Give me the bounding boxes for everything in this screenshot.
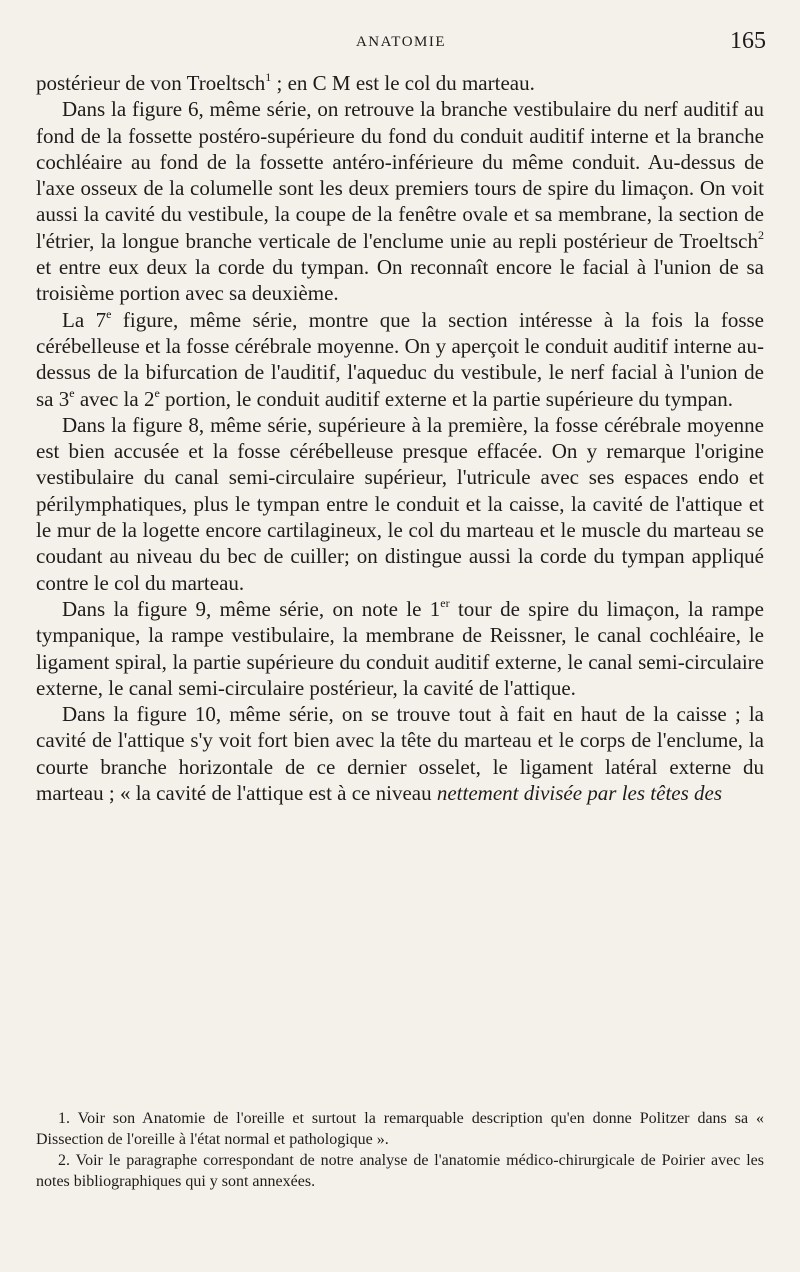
paragraph-figure-6	[36, 96, 764, 306]
footnote-2	[36, 1150, 764, 1192]
paragraph-text: Dans la figure 10, même série, on se trouve tout à fait en haut de la caisse ; la cavité de l'attique s'y voit fort bien avec la tête du marteau et le corps de l'enclume, la courte branche horizontale de ce dernier osselet, le ligament latéral externe du marteau ; « la cavité de l'attique est à ce niveau	[36, 702, 764, 806]
paragraph-text: figure, même série, montre que la section intéresse à la fois la fosse cérébelleuse et la fosse cérébrale moyenne. On y aperçoit le conduit auditif interne au-dessus de la bifurcation de l'auditif, l'aqueduc du vestibule, le nerf facial à l'union de sa 3	[36, 307, 764, 411]
paragraph-figure-10	[36, 701, 764, 806]
paragraph-text: postérieur de von Troeltsch	[36, 71, 266, 95]
ordinal-suffix: e	[106, 306, 112, 321]
footnotes	[36, 1108, 764, 1192]
footnote-ref-2: 2	[758, 227, 764, 242]
footnote-number: 1.	[58, 1110, 70, 1127]
paragraph-text: tour de spire du limaçon, la rampe tympanique, la rampe vestibulaire, la membrane de Reissner, le canal cochléaire, le ligament spiral, la partie supérieure du conduit auditif externe, le canal semi-circulaire externe, le canal semi-circulaire postérieur, la cavité de l'attique.	[36, 596, 764, 700]
paragraph-text: avec la 2	[74, 386, 155, 411]
footnote-number: 2.	[58, 1152, 70, 1169]
ordinal-suffix: e	[154, 385, 160, 400]
paragraph-text: Dans la figure 9, même série, on note le 1	[62, 596, 441, 621]
paragraph-text: ; en C M est le col du marteau.	[271, 71, 535, 95]
paragraph-figure-9	[36, 596, 764, 701]
paragraph-text: Dans la figure 8, même série, supérieure à la première, la fosse cérébrale moyenne est bien accusée et la fosse cérébelleuse presque effacée. On y remarque l'origine vestibulaire du canal semi-circulaire supérieur, l'utricule avec ses espaces endo et périlymphatiques, plus le tympan entre le conduit et la caisse, la cavité de l'attique et le mur de la logette encore cartilagineux, le col du marteau et le muscle du marteau se coudant au niveau du bec de cuiller; on distingue aussi la corde du tympan appliqué contre le col du marteau.	[36, 412, 764, 595]
footnote-text: Voir son Anatomie de l'oreille et surtout la remarquable description qu'en donne Politzer dans sa « Dissection de l'oreille à l'état normal et pathologique ».	[36, 1110, 765, 1148]
footnote-text: Voir le paragraphe correspondant de notre analyse de l'anatomie médico-chirurgicale de Poirier avec les notes bibliographiques qui y sont annexées.	[36, 1152, 764, 1190]
paragraph-figure-7	[36, 307, 764, 412]
paragraph-text: La 7	[62, 307, 107, 332]
italic-quote: nettement divisée par les têtes des	[436, 781, 723, 806]
paragraph-text: et entre eux deux la corde du tympan. On reconnaît encore le facial à l'union de sa troisième portion avec sa deuxième.	[36, 255, 764, 306]
page-header	[36, 28, 766, 58]
ordinal-suffix: e	[69, 385, 75, 400]
page-number: 165	[730, 28, 766, 54]
paragraph-figure-8	[36, 412, 764, 596]
footnote-1	[36, 1108, 764, 1150]
paragraph-text: Dans la figure 6, même série, on retrouve la branche vestibulaire du nerf auditif au fond de la fossette postéro-supérieure du fond du conduit auditif interne et la branche cochléaire au fond de la fossette antéro-inférieure du même conduit. Au-dessus de l'axe osseux de la columelle sont les deux premiers tours de spire du limaçon. On voit aussi la cavité du vestibule, la coupe de la fenêtre ovale et sa membrane, la section de l'étrier, la longue branche verticale de l'enclume unie au repli postérieur de Troeltsch	[36, 97, 764, 253]
running-title: ANATOMIE	[355, 34, 447, 50]
paragraph-text: portion, le conduit auditif externe et la partie supérieure du tympan.	[159, 386, 734, 411]
paragraph-continuation	[36, 70, 764, 96]
footnote-ref-1: 1	[265, 70, 272, 84]
ordinal-suffix: er	[440, 595, 450, 610]
body-text	[36, 70, 764, 806]
